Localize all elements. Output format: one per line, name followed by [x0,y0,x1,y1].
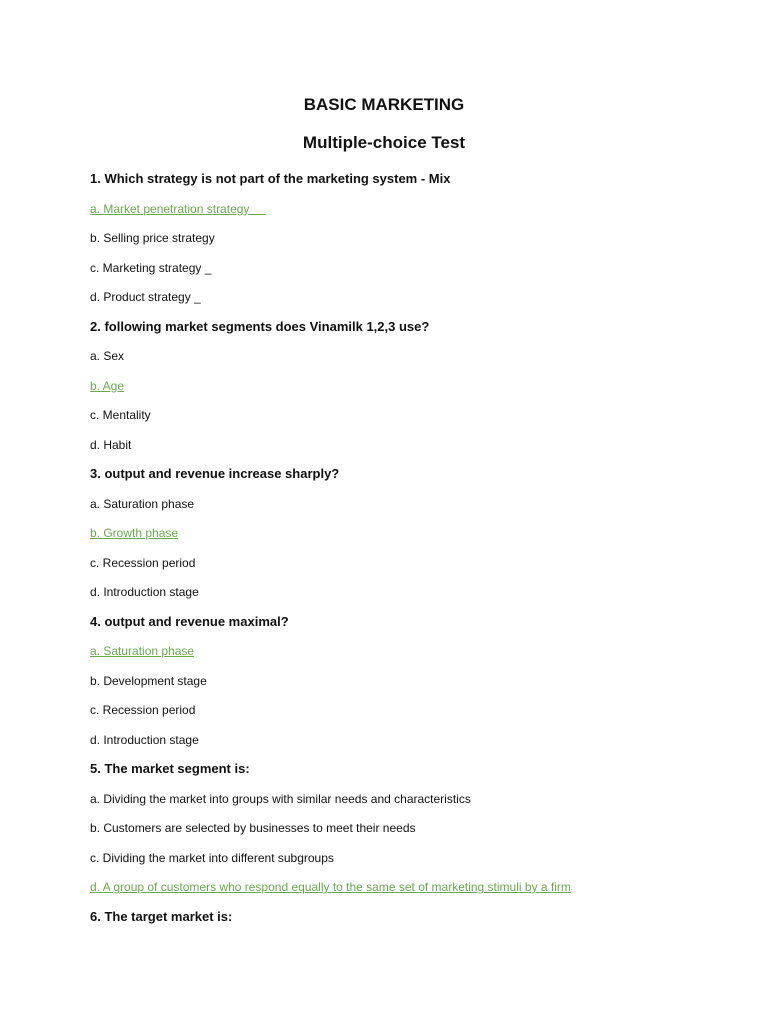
question-5: 5. The market segment is: [90,761,250,776]
answer-option: c. Recession period [90,703,196,717]
answer-option: c. Marketing strategy _ [90,260,212,275]
answer-option: c. Dividing the market into different subgroups [90,850,334,865]
answer-option-correct: d. A group of customers who respond equally to the same set of marketing stimuli by a firm [90,880,571,894]
answer-option-correct: b. Growth phase [90,526,179,540]
answer-option: a. Saturation phase [90,496,195,511]
answer-option: d. Introduction stage [90,585,199,599]
answer-option-correct: a. Saturation phase [90,644,195,658]
question-1: 1. Which strategy is not part of the marketing system - Mix [90,171,451,186]
answer-option: d. Introduction stage [90,732,199,747]
question-3: 3. output and revenue increase sharply? [90,466,340,481]
answer-option: c. Mentality [90,408,151,422]
answer-option: b. Development stage [90,673,207,688]
answer-option: a. Sex [90,349,125,363]
answer-option: c. Recession period [90,555,196,570]
document-title: BASIC MARKETING [303,95,465,114]
answer-option-correct: b. Age [90,378,125,393]
answer-option: a. Dividing the market into groups with similar needs and characteristics [90,791,471,806]
question-list [90,171,728,938]
question-4: 4. output and revenue maximal? [90,613,289,629]
question-6: 6. The target market is: [90,908,233,924]
question-2: 2. following market segments does Vinamilk 1,2,3 use? [90,318,430,334]
answer-option: d. Product strategy _ [90,290,201,304]
answer-option: d. Habit [90,437,132,452]
answer-option-correct: a. Market penetration strategy [90,201,267,216]
answer-option: b. Selling price strategy [90,231,215,245]
document-subtitle: Multiple-choice Test [302,133,466,152]
answer-option: b. Customers are selected by businesses to meet their needs [90,821,416,835]
